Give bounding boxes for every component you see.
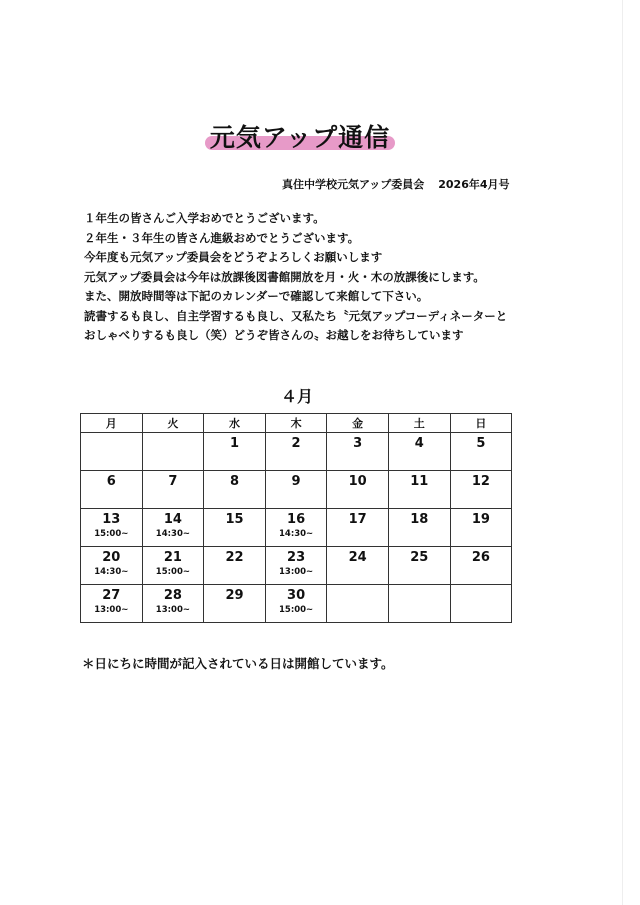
calendar-day-cell — [450, 547, 512, 585]
day-number: 3 — [353, 436, 363, 451]
title-block — [205, 118, 395, 158]
weekday-header: 月 — [81, 414, 143, 433]
calendar-day-cell — [204, 509, 266, 547]
weekday-header: 日 — [450, 414, 512, 433]
open-time: 15:00~ — [278, 605, 314, 615]
calendar-day-cell — [327, 471, 389, 509]
day-number: 13 — [102, 512, 121, 527]
calendar-table — [80, 413, 512, 623]
weekday-header: 水 — [204, 414, 266, 433]
weekday-header: 金 — [327, 414, 389, 433]
message-body — [84, 209, 544, 346]
day-number: 15 — [225, 512, 244, 527]
day-number: 22 — [225, 550, 244, 565]
calendar-week-row — [81, 585, 512, 623]
calendar-day-cell — [327, 433, 389, 471]
day-number: 30 — [287, 588, 306, 603]
weekday-header: 土 — [388, 414, 450, 433]
calendar-day-cell — [450, 471, 512, 509]
day-number: 21 — [163, 550, 182, 565]
day-number: 4 — [414, 436, 424, 451]
paragraph-line: おしゃべりするも良し（笑）どうぞ皆さんの〟お越しをお待ちしています — [84, 328, 464, 342]
calendar-day-cell — [388, 547, 450, 585]
page-title: 元気アップ通信 — [209, 123, 391, 152]
day-number: 26 — [471, 550, 490, 565]
day-number: 24 — [348, 550, 367, 565]
calendar-day-cell — [265, 433, 327, 471]
calendar-day-cell — [204, 471, 266, 509]
open-time: 13:00~ — [278, 567, 314, 577]
calendar-day-cell — [81, 585, 143, 623]
calendar-day-cell — [265, 509, 327, 547]
day-number: 17 — [348, 512, 367, 527]
day-number: 29 — [225, 588, 244, 603]
calendar-week-row — [81, 509, 512, 547]
calendar-week-row — [81, 547, 512, 585]
calendar-week-row — [81, 471, 512, 509]
calendar-day-cell — [327, 585, 389, 623]
calendar-day-cell — [388, 585, 450, 623]
calendar-day-cell — [142, 471, 204, 509]
paragraph-line: １年生の皆さんご入学おめでとうございます。 — [84, 211, 325, 225]
day-number: 1 — [229, 436, 239, 451]
calendar-day-cell — [388, 471, 450, 509]
day-number: 20 — [102, 550, 121, 565]
calendar-day-cell — [142, 509, 204, 547]
calendar-day-cell — [265, 585, 327, 623]
calendar-day-cell — [204, 547, 266, 585]
day-number: 12 — [471, 474, 490, 489]
calendar-day-cell — [142, 433, 204, 471]
open-time: 14:30~ — [278, 529, 314, 539]
calendar-day-cell — [142, 547, 204, 585]
day-number: 2 — [291, 436, 301, 451]
calendar-week-row — [81, 433, 512, 471]
paragraph-line: 読書するも良し、自主学習するも良し、又私たち〝元気アップコーディネーターと — [84, 308, 508, 323]
day-number: 19 — [471, 512, 490, 527]
issuer-line — [282, 176, 510, 192]
weekday-header: 火 — [142, 414, 204, 433]
day-number: 10 — [348, 474, 367, 489]
calendar-day-cell — [327, 509, 389, 547]
open-time: 15:00~ — [94, 529, 129, 539]
calendar-day-cell — [204, 585, 266, 623]
day-number: 11 — [410, 474, 429, 489]
calendar-day-cell — [81, 547, 143, 585]
day-number: 5 — [476, 436, 486, 451]
day-number: 18 — [410, 512, 429, 527]
calendar-day-cell — [265, 547, 327, 585]
calendar-day-cell — [81, 509, 143, 547]
calendar-day-cell — [204, 433, 266, 471]
day-number: 23 — [287, 550, 306, 565]
open-time: 15:00~ — [155, 567, 190, 577]
opening-note: ＊日にちに時間が記入されている日は開館しています。 — [82, 656, 394, 671]
open-time: 13:00~ — [94, 605, 129, 615]
calendar-day-cell — [81, 471, 143, 509]
scan-edge-line — [622, 0, 623, 905]
open-time: 14:30~ — [94, 567, 129, 577]
calendar-day-cell — [265, 471, 327, 509]
calendar-day-cell — [388, 509, 450, 547]
day-number: 25 — [410, 550, 429, 565]
paragraph-line: 今年度も元気アップ委員会をどうぞよろしくお願いします — [84, 250, 383, 264]
paragraph-line: また、開放時間等は下記のカレンダーで確認して来館して下さい。 — [84, 289, 429, 303]
day-number: 14 — [163, 512, 182, 527]
day-number: 8 — [229, 474, 239, 489]
day-number: 28 — [163, 588, 182, 603]
day-number: 9 — [291, 474, 301, 489]
paragraph-line: 元気アップ委員会は今年は放課後図書館開放を月・火・木の放課後にします。 — [84, 269, 485, 284]
weekday-header: 木 — [265, 414, 327, 433]
open-time: 13:00~ — [155, 605, 190, 615]
calendar-day-cell — [142, 585, 204, 623]
calendar-day-cell — [388, 433, 450, 471]
calendar-day-cell — [450, 585, 512, 623]
weekday-header-row — [81, 414, 512, 433]
calendar-day-cell — [81, 433, 143, 471]
calendar-month: ４月 — [281, 387, 314, 406]
issuer-org: 真住中学校元気アップ委員会 — [282, 178, 425, 191]
calendar-day-cell — [450, 509, 512, 547]
issue-date: 2026年4月号 — [438, 178, 510, 191]
day-number: 27 — [102, 588, 121, 603]
open-time: 14:30~ — [155, 529, 190, 539]
paragraph-line: ２年生・３年生の皆さん進級おめでとうございます。 — [84, 230, 360, 245]
day-number: 7 — [168, 474, 178, 489]
calendar-day-cell — [327, 547, 389, 585]
day-number: 6 — [106, 474, 116, 489]
calendar-day-cell — [450, 433, 512, 471]
day-number: 16 — [287, 512, 306, 527]
